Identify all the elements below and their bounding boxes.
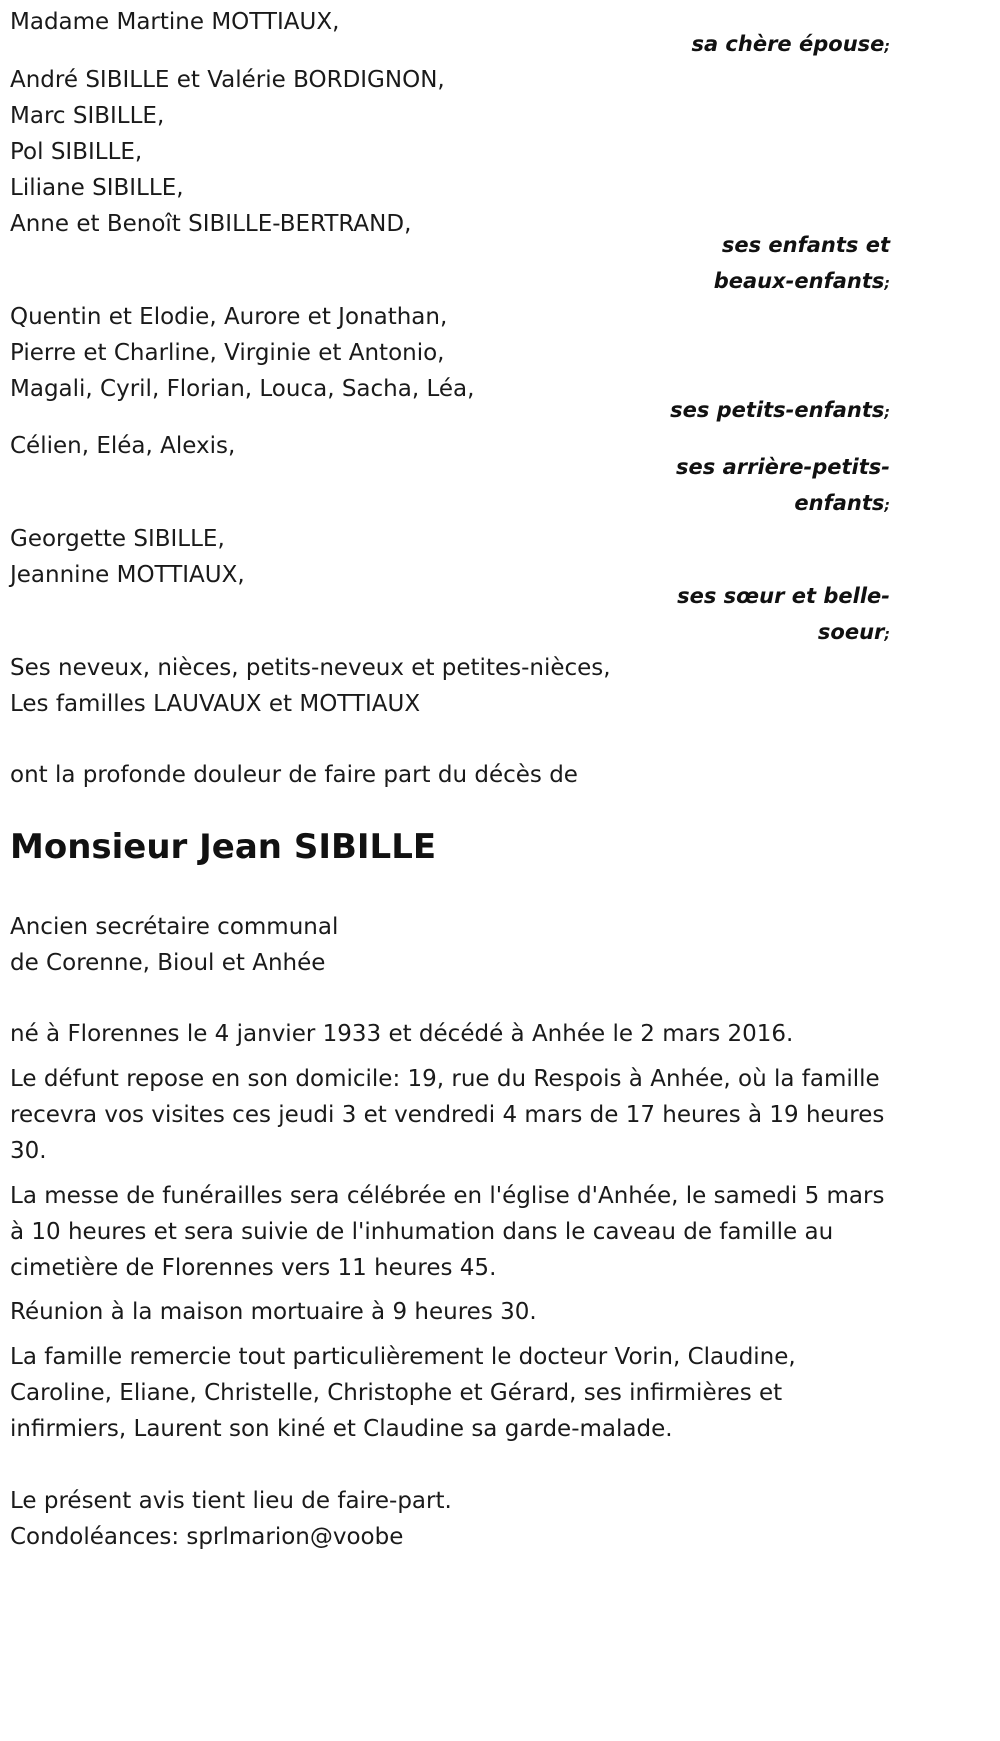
grandchild-names: Quentin et Elodie, Aurore et Jonathan,: [10, 304, 448, 330]
child-name: Liliane SIBILLE,: [10, 175, 184, 201]
spouse-name: Madame Martine MOTTIAUX,: [10, 9, 340, 35]
meeting-text: Réunion à la maison mortuaire à 9 heures 30.: [10, 1299, 537, 1325]
grandchild-names: Pierre et Charline, Virginie et Antonio,: [10, 340, 445, 366]
child-name: Marc SIBILLE,: [10, 103, 165, 129]
great-grandchildren-role: ses arrière-petits- enfants;: [676, 455, 890, 515]
extended-family-group: [10, 650, 890, 722]
thanks-text: La famille remercie tout particulièrement le docteur Vorin, Claudine, Caroline, Eliane, Christelle, Christophe et Gérard, ses infirmières et infirmiers, Laurent son kiné et Claudine sa garde-malade.: [10, 1344, 796, 1442]
announcement-text: ont la profonde douleur de faire part du décès de: [10, 762, 578, 788]
child-name: André SIBILLE et Valérie BORDIGNON,: [10, 67, 445, 93]
child-name: Anne et Benoît SIBILLE-BERTRAND,: [10, 211, 412, 237]
deceased-title: [10, 909, 890, 981]
sister-name: Georgette SIBILLE,: [10, 526, 225, 552]
notice-text: Le présent avis tient lieu de faire-part.: [10, 1488, 452, 1514]
visitation-text: Le défunt repose en son domicile: 19, rue du Respois à Anhée, où la famille recevra vos visites ces jeudi 3 et vendredi 4 mars de 17 heures à 19 heures 30.: [10, 1066, 885, 1164]
child-name: Pol SIBILLE,: [10, 139, 143, 165]
condolences-text: Condoléances: sprlmarion@voobe: [10, 1524, 404, 1550]
deceased-title-line: Ancien secrétaire communal: [10, 914, 339, 940]
deceased-title-line: de Corenne, Bioul et Anhée: [10, 950, 326, 976]
birth-death-text: né à Florennes le 4 janvier 1933 et décédé à Anhée le 2 mars 2016.: [10, 1021, 794, 1047]
extended-family-line: Ses neveux, nièces, petits-neveux et petites-nièces,: [10, 655, 611, 681]
sisters-role: ses sœur et belle- soeur;: [677, 584, 890, 644]
children-role: ses enfants et beaux-enfants;: [713, 233, 890, 293]
funeral-text: La messe de funérailles sera célébrée en l'église d'Anhée, le samedi 5 mars à 10 heures et sera suivie de l'inhumation dans le caveau de famille au cimetière de Florennes vers 11 heures 45.: [10, 1183, 885, 1281]
grandchild-names: Magali, Cyril, Florian, Louca, Sacha, Léa,: [10, 376, 475, 402]
sister-name: Jeannine MOTTIAUX,: [10, 562, 245, 588]
grandchildren-group: [10, 299, 890, 407]
great-grandchild-names: Célien, Eléa, Alexis,: [10, 433, 236, 459]
footer: [10, 1483, 890, 1555]
children-group: [10, 62, 890, 242]
extended-family-line: Les familles LAUVAUX et MOTTIAUX: [10, 691, 421, 717]
deceased-name: Monsieur Jean SIBILLE: [10, 827, 437, 867]
grandchildren-role: ses petits-enfants;: [670, 398, 890, 422]
spouse-role: sa chère épouse;: [691, 32, 890, 56]
